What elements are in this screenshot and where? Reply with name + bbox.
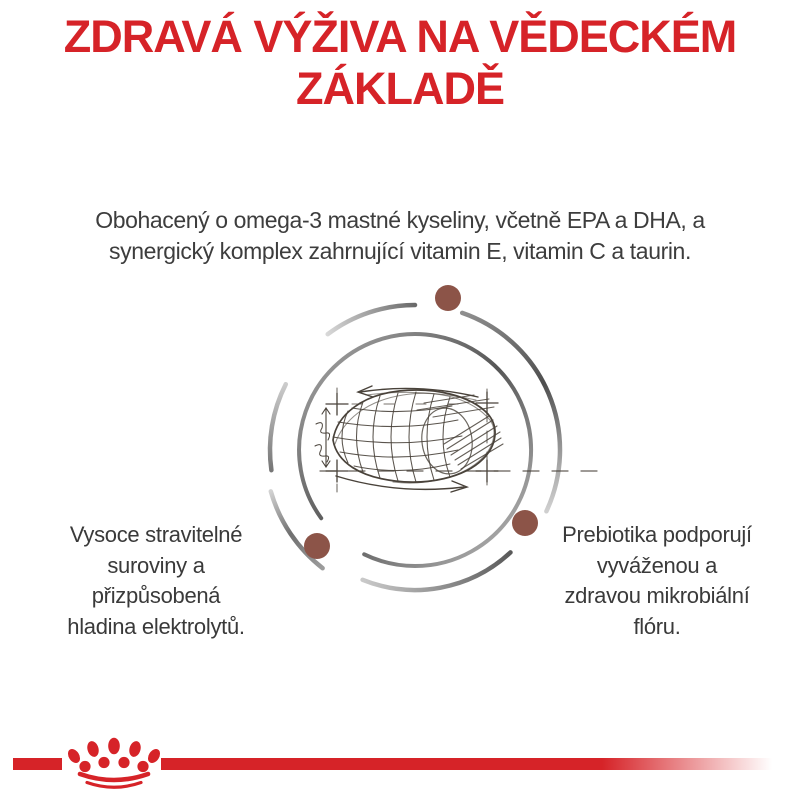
inner-ring	[299, 334, 531, 566]
callout-right	[532, 520, 782, 642]
intro-line-1: Obohacený o omega-3 mastné kyseliny, včetně EPA a DHA, a	[95, 207, 705, 233]
callout-left-line-4: hladina elektrolytů.	[67, 613, 245, 639]
outer-ring-bottom	[363, 552, 511, 590]
callout-left-line-3: přizpůsobená	[91, 583, 221, 608]
intro-line-2: synergický komplex zahrnující vitamin E, vitamin C a taurin.	[109, 238, 691, 264]
intro-text	[0, 205, 800, 267]
callout-left-line-2: suroviny a	[107, 552, 205, 578]
footer-stripe-left	[13, 758, 62, 770]
accent-dot	[435, 285, 461, 311]
callout-right-line-3: zdravou mikrobiální	[564, 583, 750, 608]
footer-stripe	[13, 758, 791, 770]
callout-left	[36, 520, 276, 642]
accent-dot	[304, 533, 330, 559]
callout-right-line-1: Prebiotika podporují	[562, 522, 752, 547]
outer-ring-left	[270, 384, 286, 470]
callout-right-line-4: flóru.	[633, 613, 681, 639]
callout-right-line-2: vyváženou a	[596, 552, 718, 578]
page-title-line-1: ZDRAVÁ VÝŽIVA NA VĚDECKÉM	[63, 11, 737, 62]
outer-ring-right	[462, 313, 560, 511]
callout-left-line-1: Vysoce stravitelné	[69, 522, 243, 547]
royal-canin-crown-icon	[65, 738, 162, 788]
page-title	[0, 11, 800, 115]
footer-stripe-right	[161, 758, 791, 770]
page-title-line-2: ZÁKLADĚ	[296, 63, 504, 114]
outer-ring-top	[328, 305, 415, 334]
